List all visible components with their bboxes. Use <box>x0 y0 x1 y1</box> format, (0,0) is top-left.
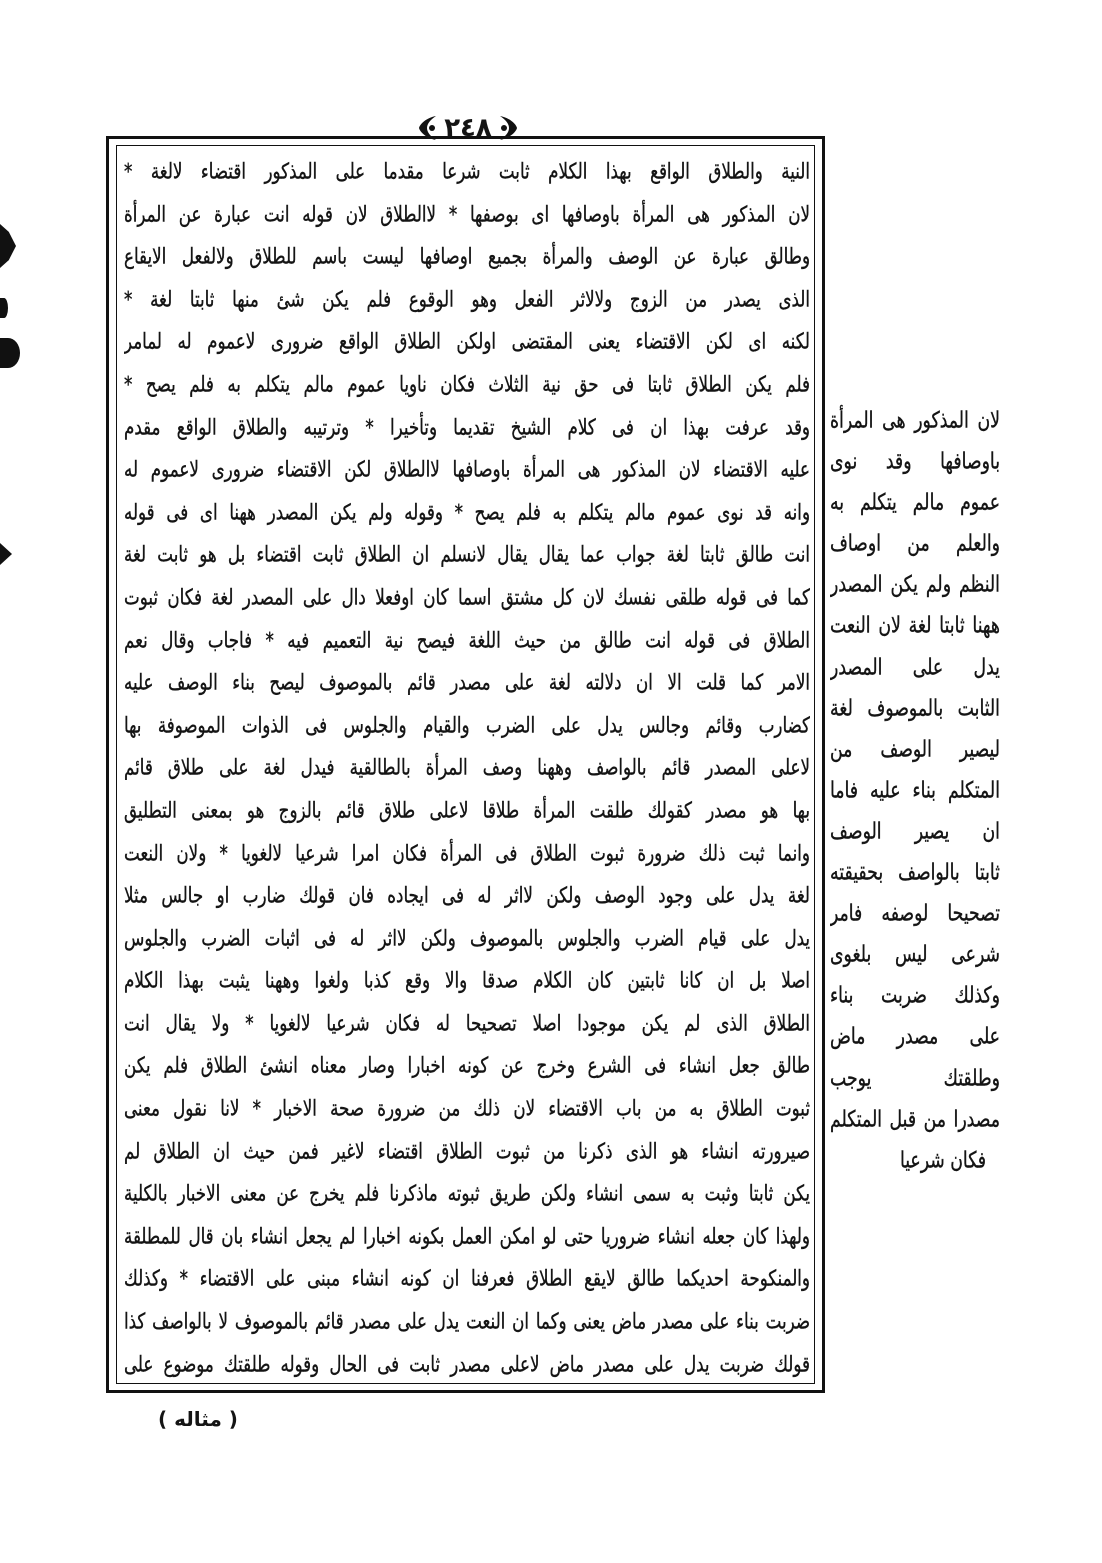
text-line: ولهذا كان جعله انشاء ضروريا حتى لو امكن العمل بكونه اخبارا لم يجعل انشاء بان قال للمطلقة <box>124 1222 810 1249</box>
margin-line: باوصافها وقد نوى <box>830 448 1000 475</box>
text-line: يكن ثابتا وثبت به سمى انشاء ولكن طريق ثبوته ماذكرنا فلم يخرج عن معنى الاخبار بالكلية <box>124 1180 810 1207</box>
margin-line: فكان شرعيا <box>899 1147 986 1174</box>
text-line: الطلاق الذى لم يكن موجودا اصلا تصحيحا له فكان شرعيا لالغويا * ولا يقال انت <box>124 1009 810 1036</box>
text-line: لاعلى المصدر قائم بالواصف وههنا وصف المرأة بالطالقية فيدل لغة على طلاق قائم <box>124 754 810 781</box>
text-line: النية والطلاق الواقع بهذا الكلام ثابت شرعا مقدما على المذكور اقتضاء لالغة * <box>124 157 810 184</box>
margin-line: ان يصير الوصف <box>830 818 1000 845</box>
text-line: ثبوت الطلاق به من باب الاقتضاء لان ذلك من ضرورة صحة الاخبار * لانا نقول معنى <box>124 1094 810 1121</box>
text-line: كضارب وقائم وجالس يدل على الضرب والقيام والجلوس فى الذوات الموصوفة بها <box>124 711 810 738</box>
margin-line: على مصدر ماض <box>830 1024 1000 1051</box>
text-line: اصلا بل ان كانا ثابتين كان الكلام صدقا والا وقع كذبا ولغوا وههنا يثبت بهذا الكلام <box>124 967 810 994</box>
margin-line: ليصير الوصف من <box>830 736 1000 763</box>
text-line: والمنكوحة احديكما طالق لايقع الطلاق فعرفنا ان كونه انشاء مبنى على الاقتضاء * وكذلك <box>124 1265 810 1292</box>
text-line: لكنه اى لكن الاقتضاء يعنى المقتضى اولكن الطلاق الواقع ضرورى لاعموم له لمامر <box>124 328 810 355</box>
margin-line: عموم مالم يتكلم به <box>830 490 1000 517</box>
text-line: صيرورته انشاء هو الذى ذكرنا من ثبوت الطلاق اقتضاء لاغير فمن حيث ان الطلاق لم <box>124 1137 810 1164</box>
margin-line: النظم ولم يكن المصدر <box>830 572 1000 599</box>
binding-mark <box>0 224 16 268</box>
margin-line: وكذلك ضربت بناء <box>830 983 1000 1010</box>
text-line: طالق جعل انشاء فى الشرع وخرج عن كونه اخبارا وصار معناه انشئ الطلاق فلم يكن <box>124 1052 810 1079</box>
margin-note <box>830 401 1000 1182</box>
margin-line: شرعى ليس بلغوى <box>830 942 1000 969</box>
binding-mark <box>0 298 8 318</box>
text-line: وانه قد نوى عموم مالم يتكلم به فلم يصح * وقوله ولم يكن المصدر ههنا اى فى قوله <box>124 498 810 525</box>
margin-line: ههنا ثابتا لغة لان النعت <box>830 613 1000 640</box>
text-line: الذى يصدر من الزوج ولالاثر الفعل وهو الوقوع فلم يكن شئ منها ثابتا لغة * <box>124 285 810 312</box>
main-text-block <box>124 150 810 1385</box>
page-number: ٢٤٨ <box>444 113 492 143</box>
text-line: وطالق عبارة عن الوصف والمرأة بجميع اوصافها ليست باسم للطلاق ولالفعل الايقاع <box>124 243 810 270</box>
text-line: كما فى قوله طلقى نفسك لان كل مشتق اسما كان اوفعلا دال على المصدر لغة فكان ثبوت <box>124 583 810 610</box>
margin-line: مصدرا من قبل المتكلم <box>830 1106 1000 1133</box>
margin-line: والعلم من اوصاف <box>830 531 1000 558</box>
text-line: وقد عرفت بهذا ان فى كلام الشيخ تقديما وتأخيرا * وترتيبه والطلاق الواقع مقدم <box>124 413 810 440</box>
catchword: ( مثاله ) <box>158 1407 238 1431</box>
margin-line: وطلقتك يوجب <box>830 1065 1000 1092</box>
text-line: الامر كما قلت الا ان دلالته لغة على مصدر قائم بالموصوف ليصح بناء الوصف عليه <box>124 669 810 696</box>
margin-line: لان المذكور هى المرأة <box>830 407 1000 434</box>
text-line: عليه الاقتضاء لان المذكور هى المرأة باوصافها لاالطلاق لكن الاقتضاء ضرورى لاعموم له <box>124 456 810 483</box>
text-line: انت طالق ثابتا لغة جواب عما يقال يقال لانسلم ان الطلاق ثابت اقتضاء بل هو ثابت لغة <box>124 541 810 568</box>
text-line: فلم يكن الطلاق ثابتا فى حق نية الثلاث فكان ناويا عموم مالم يتكلم به فلم يصح * <box>124 370 810 397</box>
text-line: قولك ضربت يدل على مصدر ماض لاعلى مصدر ثابت فى الحال وقوله طلقتك موضوع على <box>124 1350 810 1377</box>
binding-mark <box>0 338 20 368</box>
margin-line: المتكلم بناء عليه فاما <box>830 777 1000 804</box>
text-line: الطلاق فى قوله انت طالق من حيث اللغة فيصح نية التعميم فيه * فاجاب وقال نعم <box>124 626 810 653</box>
margin-line: ثابتا بالواصف بحقيقته <box>830 859 1000 886</box>
text-line: لان المذكور هى المرأة باوصافها اى بوصفها * لاالطلاق لان قوله انت عبارة عن المرأة <box>124 200 810 227</box>
text-line: بها هو مصدر كقولك طلقت المرأة طلاقا لاعلى طلاق قائم بالزوج هو بمعنى التطليق <box>124 796 810 823</box>
text-line: لغة يدل على وجود الوصف ولكن لااثر له فى ايجاده فان قولك ضارب او جالس مثلا <box>124 882 810 909</box>
margin-line: الثابت بالموصوف لغة <box>830 695 1000 722</box>
text-line: وانما ثبت ذلك ضرورة ثبوت الطلاق فى المرأة فكان امرا شرعيا لالغويا * ولان النعت <box>124 839 810 866</box>
margin-line: يدل على المصدر <box>830 654 1000 681</box>
text-line: يدل على قيام الضرب والجلوس بالموصوف ولكن لااثر له فى اثبات الضرب والجلوس <box>124 924 810 951</box>
text-line: ضربت بناء على مصدر ماض يعنى وكما ان النعت يدل على مصدر قائم بالموصوف لا بالواصف كذا <box>124 1307 810 1334</box>
binding-mark <box>0 543 12 565</box>
margin-line: تصحيحا لوصفه فامر <box>830 900 1000 927</box>
